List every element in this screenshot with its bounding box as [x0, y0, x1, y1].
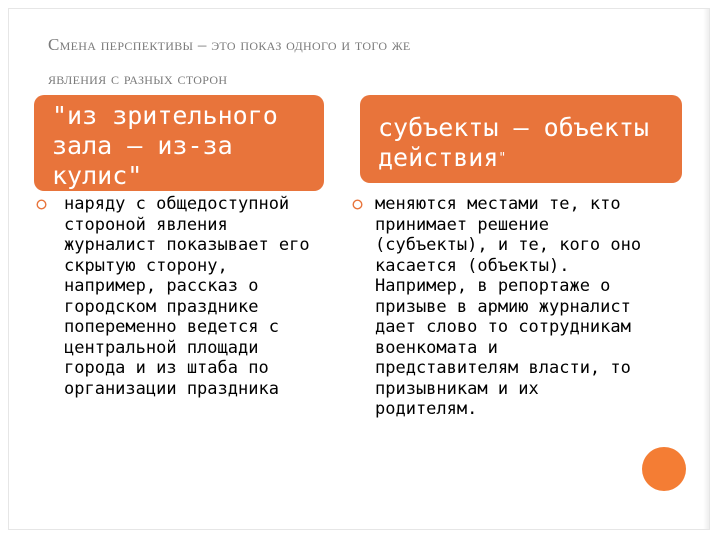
left-header-text: "из зрительного зала – из-за кулис" — [52, 101, 278, 190]
bullet-marker-icon — [36, 199, 47, 210]
right-header-mark: " — [498, 151, 507, 166]
right-header-box — [360, 95, 682, 183]
left-header-box — [34, 95, 324, 191]
slide-title-line-2: явления с разных сторон — [48, 69, 228, 88]
decorative-circle — [642, 447, 686, 491]
right-bullet-text: меняются местами те, кто принимает решение (субъекты), и те, кого оно касается (объекты). Например, в репортаже о призыве в армию журналист дает слово то сотрудникам военкомата и представителям власти, то призывникам и их родителям. — [375, 194, 642, 419]
slide-title — [48, 28, 668, 96]
right-header-text: субъекты – объекты действия — [378, 113, 649, 172]
left-bullet-text: наряду с общедоступной стороной явления журналист показывает его скрытую сторону, например, рассказ о городском празднике попеременно ведется с центральной площади города и из штаба по организации праздника — [64, 194, 310, 399]
bullet-marker-icon — [352, 199, 363, 210]
slide-title-line-1: Смена перспективы – это показ одного и того же — [48, 35, 411, 54]
frame-edge — [703, 9, 709, 529]
